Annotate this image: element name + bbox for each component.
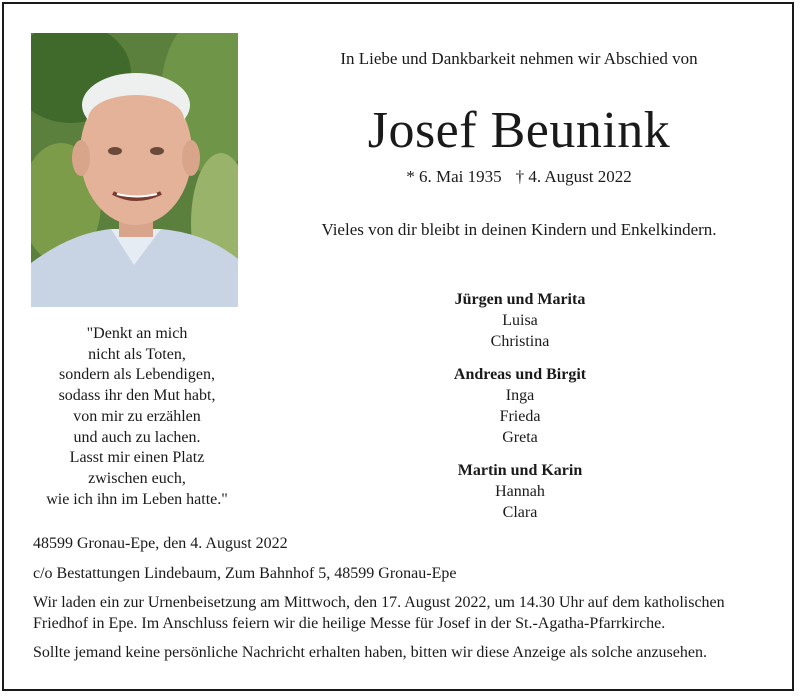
poem-line: sondern als Lebendigen, (59, 366, 215, 384)
family-list (384, 289, 656, 535)
family-couple: Jürgen und Marita (454, 291, 586, 308)
birth-date: * 6. Mai 1935 (406, 167, 502, 186)
poem-line: nicht als Toten, (88, 345, 186, 363)
family-child: Hannah (495, 483, 545, 500)
family-child: Clara (502, 504, 538, 521)
family-child: Greta (502, 429, 538, 446)
death-date: † 4. August 2022 (515, 167, 632, 186)
deceased-name: Josef Beunink (367, 102, 671, 159)
family-child: Inga (505, 387, 535, 404)
notice-details (33, 534, 778, 673)
burial-notice: Wir laden ein zur Urnenbeisetzung am Mittwoch, den 17. August 2022, um 14.30 Uhr auf dem katholischen Friedhof in Epe. Im Anschluss feiern wir die heilige Messe für Josef in der St.-Agatha-Pfarrkirche. (33, 594, 725, 632)
family-child: Luisa (502, 312, 538, 329)
poem-line: "Denkt an mich (86, 325, 188, 342)
poem-line: und auch zu lachen. (73, 428, 201, 446)
legacy-line: Vieles von dir bleibt in deinen Kindern und Enkelkindern. (321, 220, 717, 239)
intro-line: In Liebe und Dankbarkeit nehmen wir Abschied von (340, 49, 698, 68)
poem (31, 324, 243, 510)
family-child: Christina (490, 333, 550, 350)
family-couple: Martin und Karin (457, 462, 583, 479)
poem-line: von mir zu erzählen (73, 407, 201, 425)
family-group (384, 460, 656, 523)
poem-line: wie ich ihn im Leben hatte." (46, 490, 228, 508)
family-couple: Andreas und Birgit (453, 366, 587, 383)
family-group (384, 289, 656, 352)
place-and-date: 48599 Gronau-Epe, den 4. August 2022 (33, 535, 288, 552)
family-group (384, 364, 656, 448)
poem-line: zwischen euch, (88, 469, 186, 487)
poem-line: Lasst mir einen Platz (69, 449, 205, 467)
life-dates (262, 167, 776, 187)
poem-line: sodass ihr den Mut habt, (58, 387, 216, 405)
family-child: Frieda (499, 408, 541, 425)
obituary-notice (2, 2, 794, 691)
final-note: Sollte jemand keine persönliche Nachricht erhalten haben, bitten wir diese Anzeige als solche anzusehen. (33, 644, 707, 661)
portrait-photo (31, 33, 238, 307)
undertaker-address: c/o Bestattungen Lindebaum, Zum Bahnhof 5, 48599 Gronau-Epe (33, 564, 457, 582)
